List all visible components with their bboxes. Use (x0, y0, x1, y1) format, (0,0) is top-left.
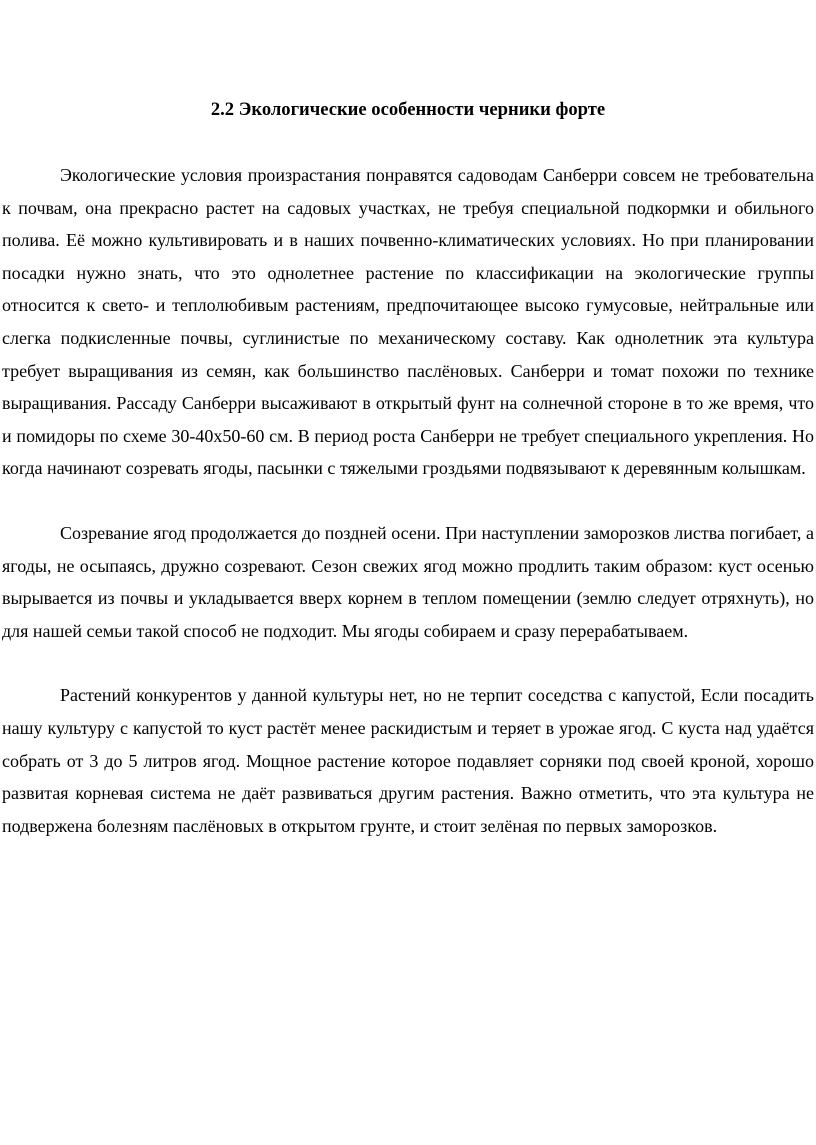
paragraph-berry-ripening: Созревание ягод продолжается до поздней осени. При наступлении заморозков листва погибает, а ягоды, не осыпаясь, дружно созревают. Сезон свежих ягод можно продлить таким образом: куст осенью вырывается из почвы и укладывается вверх корнем в теплом помещении (землю следует отряхнуть), но для нашей семьи такой способ не подходит. Мы ягоды собираем и сразу перерабатываем. (2, 522, 814, 641)
section-heading: 2.2 Экологические особенности черники форте (210, 99, 606, 120)
paragraph-competitors: Растений конкурентов у данной культуры нет, но не терпит соседства с капустой, Если посадить нашу культуру с капустой то куст растёт менее раскидистым и теряет в урожае ягод. С куста над удаётся собрать от 3 до 5 литров ягод. Мощное растение которое подавляет сорняки под своей кроной, хорошо развитая корневая система не даёт развиваться другим растения. Важно отметить, что эта культура не подвержена болезням паслёновых в открытом грунте, и стоит зелёная по первых заморозков. (2, 685, 814, 836)
paragraph-ecological-conditions: Экологические условия произрастания понравятся садоводам Санберри совсем не требовательна к почвам, она прекрасно растет на садовых участках, не требуя специальной подкормки и обильного полива. Её можно культивировать и в наших почвенно-климатических условиях. Но при планировании посадки нужно знать, что это однолетнее растение по классификации на экологические группы относится к свето- и теплолюбивым растениям, предпочитающее высоко гумусовые, нейтральные или слегка подкисленные почвы, суглинистые по механическому составу. Как однолетник эта культура требует выращивания из семян, как большинство паслёновых. Санберри и томат похожи по технике выращивания. Рассаду Санберри высаживают в открытый фунт на солнечной стороне в то же время, что и помидоры по схеме 30-40х50-60 см. В период роста Санберри не требует специального укрепления. Но когда начинают созревать ягоды, пасынки с тяжелыми гроздьями подвязывают к деревянным колышкам. (2, 165, 814, 479)
